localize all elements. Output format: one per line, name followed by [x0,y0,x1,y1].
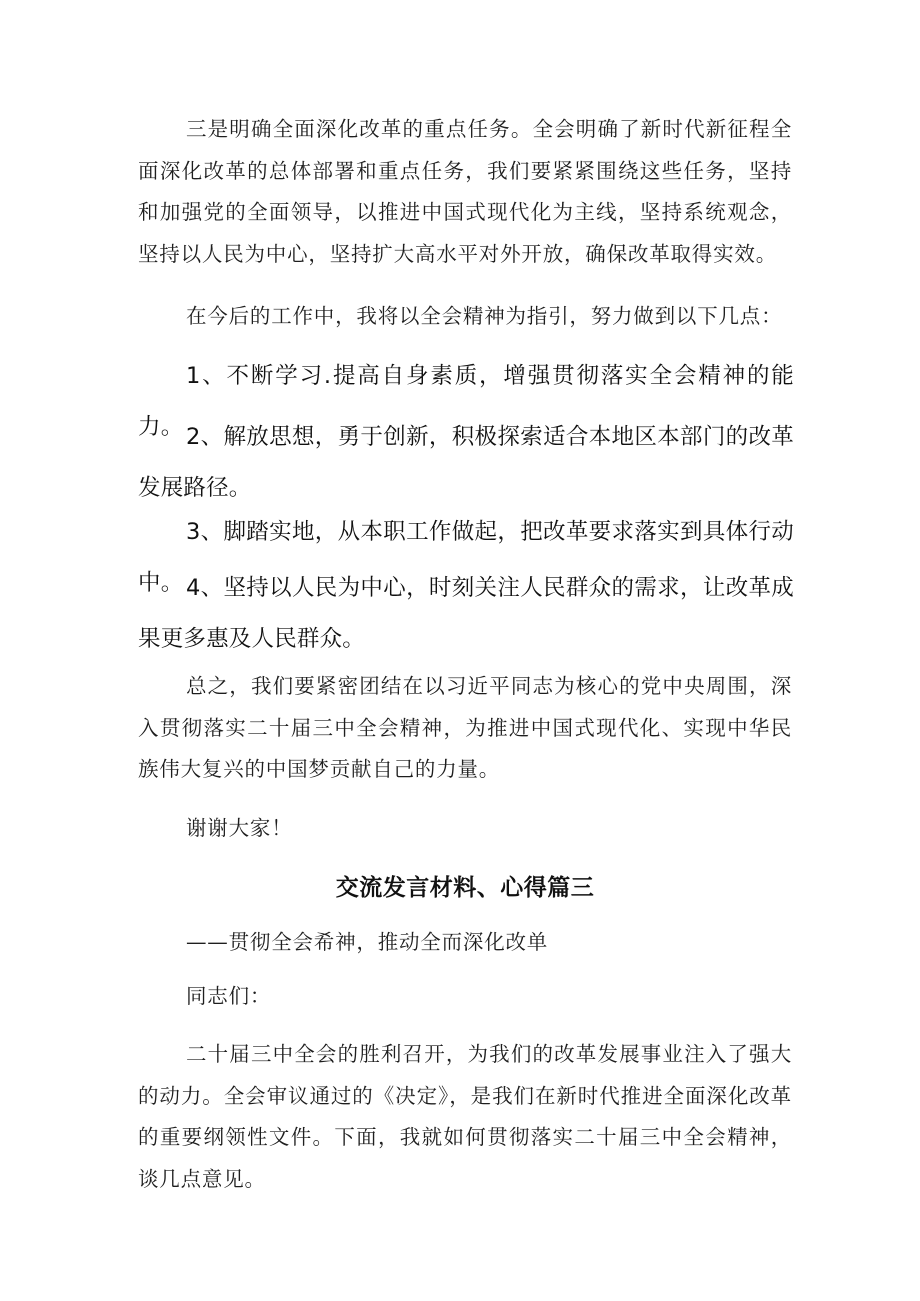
list-item-4: 4、坚持以人民为中心，时刻关注人民群众的需求，让改革成果更多惠及人民群众。 [138,575,794,652]
paragraph-conclusion: 总之，我们要紧密团结在以习近平同志为核心的党中央周围，深入贯彻落实二十届三中全会精神，为推进中国式现代化、实现中华民族伟大复兴的中国梦贡献自己的力量。 [138,674,792,781]
list-item-1: 1、不断学习.提高自身素质，增强贯彻落实全会精神的能力。 [138,363,794,440]
paragraph-work-intro: 在今后的工作中，我将以全会精神为指引，努力做到以下几点： [186,304,783,328]
section-title: 交流发言材料、心得篇三 [335,875,595,901]
section-subtitle: ——贯彻全会希神，推动全而深化改单 [186,930,549,954]
paragraph-key-tasks: 三是明确全面深化改革的重点任务。全会明确了新时代新征程全面深化改革的总体部署和重点任务，我们要紧紧围绕这些任务，坚持和加强党的全面领导，以推进中国式现代化为主线，坚持系统观念，坚持以人民为中心，坚持扩大高水平对外开放，确保改革取得实效。 [138,117,792,266]
list-item-2: 2、解放思想，勇于创新，积极探索适合本地区本部门的改革发展路径。 [138,424,794,501]
paragraph-opening: 二十届三中全会的胜利召开，为我们的改革发展事业注入了强大的动力。全会审议通过的《决定》，是我们在新时代推进全面深化改革的重要纲领性文件。下面，我就如何贯彻落实二十届三中全会精神，谈几点意见。 [138,1042,792,1191]
paragraph-greeting: 同志们： [186,984,272,1008]
paragraph-thanks: 谢谢大家！ [186,816,293,840]
list-item-3: 3、脚踏实地，从本职工作做起，把改革要求落实到具体行动中。 [138,519,794,596]
